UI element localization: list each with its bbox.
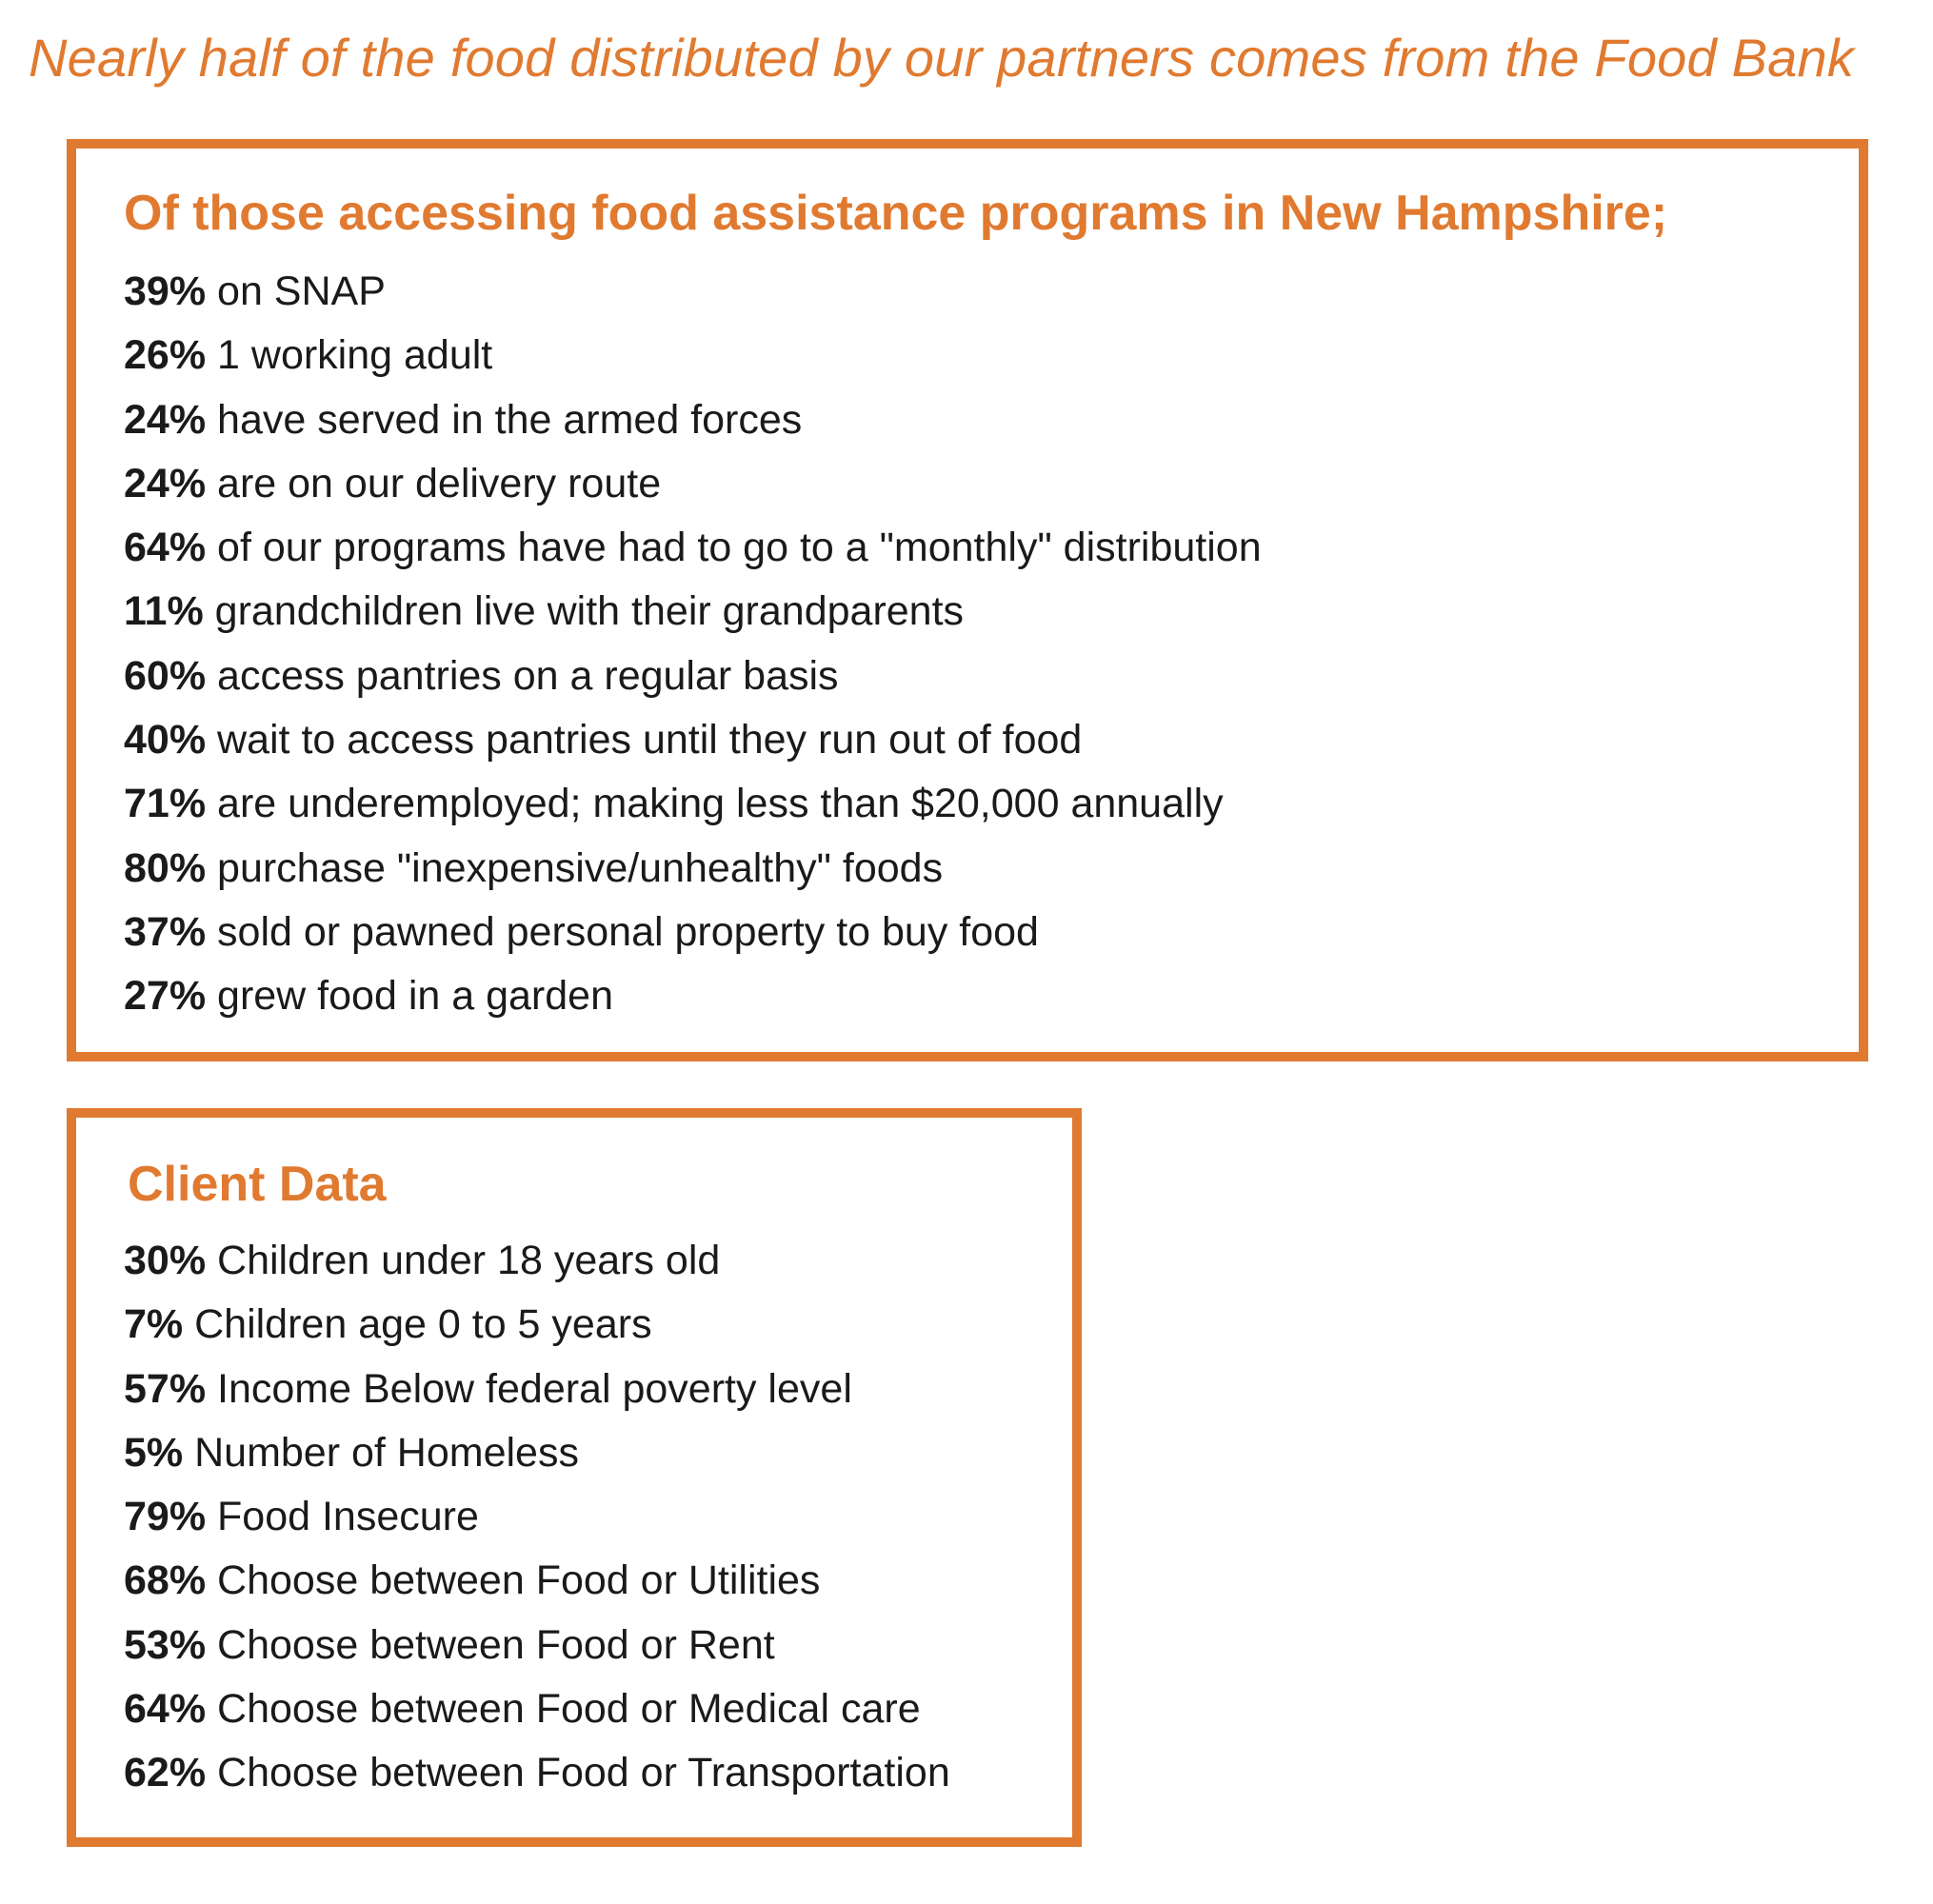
stat-value: 62% (124, 1750, 207, 1796)
stat-item (124, 260, 1262, 324)
nh-section-title: Of those accessing food assistance programs in New Hampshire; (124, 186, 1668, 241)
stat-label: of our programs have had to go to a "monthly" distribution (217, 525, 1262, 571)
stat-value: 64% (124, 525, 207, 571)
stat-value: 57% (124, 1365, 207, 1412)
stat-label: grew food in a garden (217, 973, 613, 1020)
client-section-title: Client Data (128, 1157, 387, 1212)
stat-value: 24% (124, 460, 207, 506)
stat-item (124, 1293, 950, 1357)
nh-stat-list (124, 260, 1262, 1029)
stat-label: purchase "inexpensive/unhealthy" foods (217, 844, 944, 891)
stat-label: Choose between Food or Utilities (217, 1557, 821, 1604)
stat-label: Choose between Food or Rent (217, 1621, 775, 1668)
stat-value: 64% (124, 1686, 207, 1733)
stat-label: access pantries on a regular basis (217, 652, 839, 699)
stat-label: are on our delivery route (217, 460, 662, 506)
stat-item (124, 1421, 950, 1485)
stat-value: 26% (124, 332, 207, 379)
client-data-box (67, 1108, 1082, 1847)
stat-value: 79% (124, 1494, 207, 1540)
stat-value: 60% (124, 652, 207, 699)
stat-label: Income Below federal poverty level (217, 1365, 852, 1412)
stat-value: 68% (124, 1557, 207, 1604)
stat-item (124, 1229, 950, 1293)
stat-item (124, 772, 1262, 836)
stat-item (124, 1614, 950, 1677)
stat-label: sold or pawned personal property to buy food (217, 908, 1039, 955)
stat-value: 39% (124, 268, 207, 314)
stat-label: Choose between Food or Medical care (217, 1686, 921, 1733)
stat-value: 24% (124, 396, 207, 443)
stat-item (124, 324, 1262, 387)
stat-label: Choose between Food or Transportation (217, 1750, 950, 1796)
stat-item (124, 452, 1262, 516)
stat-value: 37% (124, 908, 207, 955)
stat-value: 5% (124, 1429, 184, 1476)
stat-item (124, 964, 1262, 1028)
stat-label: 1 working adult (217, 332, 493, 379)
stat-label: Children under 18 years old (217, 1238, 721, 1283)
stat-item (124, 1741, 950, 1805)
stat-label: on SNAP (217, 268, 386, 314)
stat-label: are underemployed; making less than $20,000 annually (217, 781, 1224, 827)
stat-label: have served in the armed forces (217, 396, 803, 443)
client-stat-list (124, 1229, 950, 1806)
stat-label: Food Insecure (217, 1494, 479, 1540)
stat-item (124, 708, 1262, 772)
stat-value: 80% (124, 844, 207, 891)
stat-item (124, 388, 1262, 452)
stat-item (124, 1549, 950, 1613)
stat-item (124, 837, 1262, 901)
stat-item (124, 1485, 950, 1549)
stat-label: Children age 0 to 5 years (194, 1301, 652, 1348)
stat-value: 30% (124, 1238, 207, 1283)
stat-item (124, 901, 1262, 964)
stat-value: 27% (124, 973, 207, 1020)
stat-label: grandchildren live with their grandparents (214, 588, 965, 635)
stat-label: Number of Homeless (194, 1429, 579, 1476)
stat-value: 53% (124, 1621, 207, 1668)
stat-label: wait to access pantries until they run out of food (217, 717, 1083, 764)
page-headline: Nearly half of the food distributed by our partners comes from the Food Bank (29, 28, 1855, 88)
stat-item (124, 516, 1262, 580)
stat-value: 40% (124, 717, 207, 764)
stat-value: 11% (124, 588, 204, 635)
stat-item (124, 1358, 950, 1421)
stat-item (124, 1677, 950, 1741)
stat-item (124, 645, 1262, 708)
stat-item (124, 580, 1262, 644)
stat-value: 71% (124, 781, 207, 827)
nh-food-assistance-box (67, 139, 1868, 1061)
stat-value: 7% (124, 1301, 184, 1348)
